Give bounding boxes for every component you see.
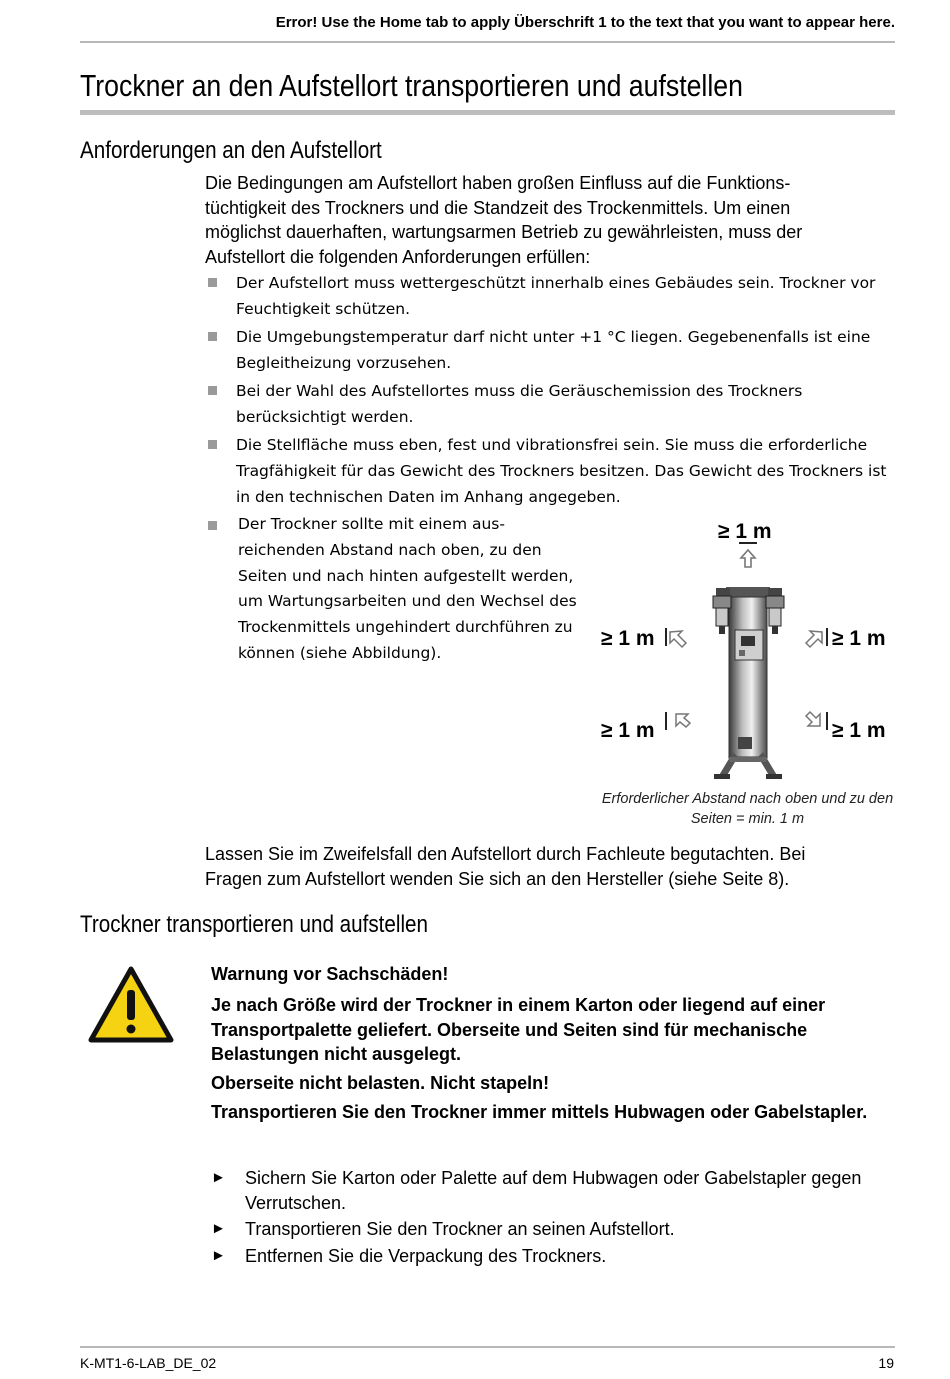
section-title: Trockner an den Aufstellort transportieren und aufstellen [80, 68, 743, 103]
bullet-square-icon [208, 521, 217, 530]
list-item [205, 378, 895, 430]
running-header: Error! Use the Home tab to apply Überschrift 1 to the text that you want to appear here. [275, 14, 895, 31]
step-text: Sichern Sie Karton oder Palette auf dem Hubwagen oder Gabelstapler gegen Verrutschen. [245, 1168, 862, 1213]
clearance-marker [665, 712, 667, 730]
arrow-right-icon: ► [211, 1169, 226, 1186]
arrow-lower-left-icon [676, 714, 690, 727]
transport-heading: Trockner transportieren und aufstellen [80, 911, 429, 938]
arrow-upper-left-icon [670, 631, 686, 647]
warning-triangle-icon [88, 966, 174, 1044]
list-item [211, 1166, 891, 1215]
arrow-lower-right-icon [806, 712, 820, 726]
clearance-marker [826, 628, 828, 646]
step-text: Transportieren Sie den Trockner an seinen Aufstellort. [245, 1219, 675, 1239]
bullet-square-icon [208, 332, 217, 341]
clearance-label-lower-left: ≥ 1 m [601, 719, 655, 742]
step-text: Entfernen Sie die Verpackung des Trockners. [245, 1245, 607, 1266]
page-number: 19 [878, 1355, 894, 1371]
bullet-square-icon [208, 440, 217, 449]
header-rule [80, 41, 895, 43]
bullet-square-icon [208, 278, 217, 287]
requirements-list [205, 270, 895, 512]
clearance-marker [826, 712, 828, 730]
list-item [211, 1217, 891, 1242]
clearance-label-upper-left: ≥ 1 m [601, 627, 655, 650]
dryer-clearance-diagram [598, 512, 898, 787]
list-item-text: Die Umgebungstemperatur darf nicht unter +1 °C liegen. Gegebenenfalls ist eine Begleitheizung vorzusehen. [236, 328, 871, 372]
arrow-up-icon [741, 550, 755, 567]
clearance-marker [665, 628, 667, 646]
arrow-upper-right-icon [806, 631, 822, 647]
bullet-square-icon [208, 386, 217, 395]
list-item-text: Bei der Wahl des Aufstellortes muss die Geräuschemission des Trockners berücksichtigt werden. [236, 382, 803, 426]
clearance-label-top: ≥ 1 m [718, 520, 772, 543]
clearance-label-lower-right: ≥ 1 m [832, 719, 886, 742]
transport-steps [211, 1166, 891, 1270]
requirements-intro: Die Bedingungen am Aufstellort haben großen Einfluss auf die Funktionstüchtigkeit des Trockners und die Standzeit des Trockenmittels. Um einen möglichst dauerhaften, wartungsarmen Betrieb zu gewährleisten, muss der Aufstellort die folgenden Anforderungen erfüllen: [205, 173, 803, 267]
figure-caption: Erforderlicher Abstand nach oben und zu den Seiten = min. 1 m [601, 791, 894, 827]
warning-text: Oberseite nicht belasten. Nicht stapeln! [211, 1073, 550, 1093]
arrow-right-icon: ► [211, 1220, 226, 1237]
list-item [211, 1244, 891, 1269]
list-item-text: Die Stellfläche muss eben, fest und vibrationsfrei sein. Sie muss die erforderliche Tragfähigkeit für das Gewicht des Trockners besitzen. Das Gewicht des Trockners ist in den technischen Daten im Anhang angegeben. [236, 436, 887, 506]
dryer-illustration [713, 587, 784, 779]
list-item-text: Der Aufstellort muss wettergeschützt innerhalb eines Gebäudes sein. Trockner vor Feuchtigkeit schützen. [236, 274, 876, 318]
warning-text: Je nach Größe wird der Trockner in einem Karton oder liegend auf einer Transportpalette geliefert. Oberseite und Seiten sind für mechanische Belastungen nicht ausgelegt. [211, 995, 826, 1064]
clearance-label-upper-right: ≥ 1 m [832, 627, 886, 650]
list-item-text: Der Trockner sollte mit einem ausreichenden Abstand nach oben, zu den Seiten und nach hinten aufgestellt werden, um Wartungsarbeiten und den Wechsel des Trockenmittels ungehindert durchführen zu können (siehe Abbildung). [238, 515, 577, 662]
warning-title: Warnung vor Sachschäden! [211, 964, 449, 984]
list-item-clearance [205, 512, 585, 667]
title-rule [80, 110, 895, 115]
list-item [205, 324, 895, 376]
footer-rule [80, 1346, 895, 1348]
clearance-figure [598, 512, 898, 787]
document-id: K-MT1-6-LAB_DE_02 [80, 1355, 217, 1371]
list-item [205, 432, 895, 510]
list-item [205, 270, 895, 322]
warning-text: Transportieren Sie den Trockner immer mittels Hubwagen oder Gabelstapler. [211, 1102, 868, 1122]
arrow-right-icon: ► [211, 1246, 226, 1264]
requirements-heading: Anforderungen an den Aufstellort [80, 137, 382, 164]
requirements-closing: Lassen Sie im Zweifelsfall den Aufstellort durch Fachleute begutachten. Bei Fragen zum Aufstellort wenden Sie sich an den Hersteller (siehe Seite 8). [205, 844, 806, 889]
